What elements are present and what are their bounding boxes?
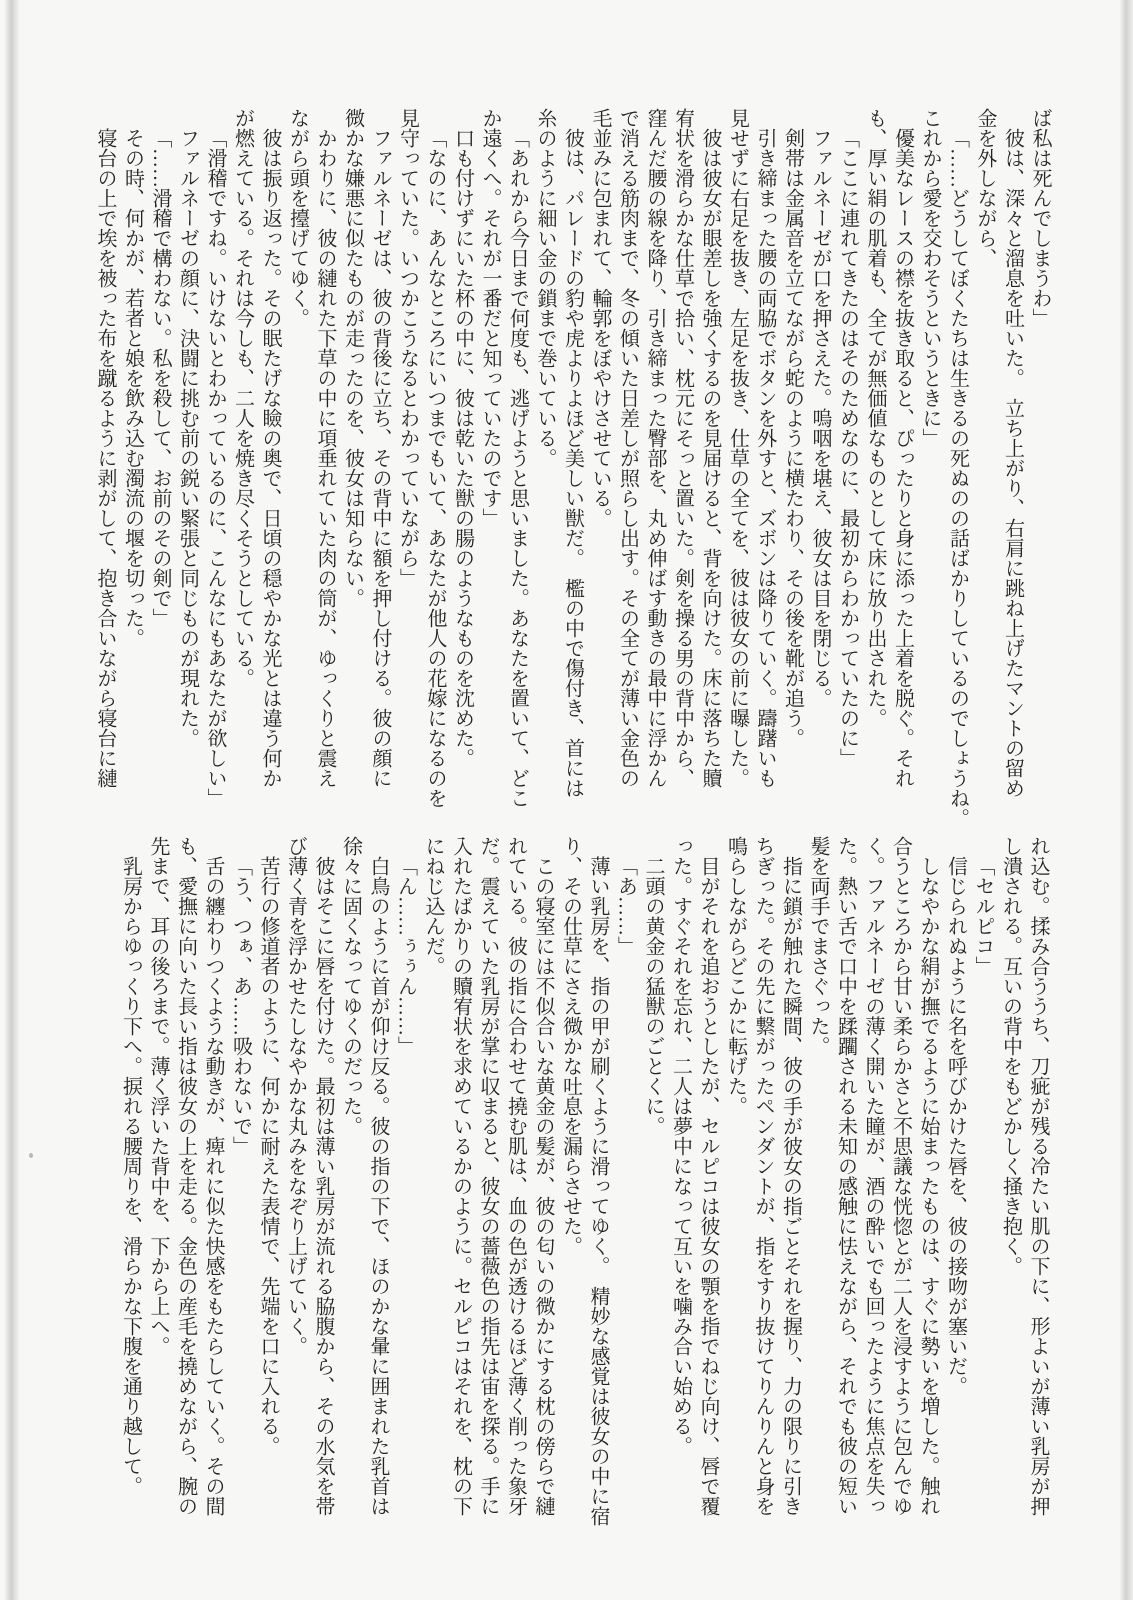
text-line: 「あれから今日まで何度も、逃げようと思いました。あなたを置いて、どこ [506, 128, 529, 808]
text-line: 微かな嫌悪に似たものが走ったのを、彼女は知らない。 [341, 108, 364, 608]
text-line: 「なのに、あんなところにいつまでもいて、あなたが他人の花嫁になるのを [424, 128, 446, 808]
text-line: 彼は彼女が眼差しを強くするのを見届けると、背を向けた。床に落ちた贖 [699, 128, 721, 788]
text-line: 「う、つぁ、あ……吸わないで」 [229, 856, 252, 1156]
text-line: 「……どうしてぼくたちは生きるの死ぬのの話ばかりしているのでしょうね。 [946, 128, 969, 828]
text-line: 金を外しながら、 [974, 108, 996, 268]
text-line: この寝室には不似合いな黄金の髪が、彼の匂いの微かにする枕の傍らで縺 [532, 856, 554, 1516]
text-line: 苦行の修道者のように、何かに耐えた表情で、先端を口に入れる。 [257, 856, 279, 1456]
text-line: 鳴らしながらどこかに転げた。 [724, 836, 747, 1116]
text-line: ファルネーゼが口を押さえた。嗚咽を堪え、彼女は目を閉じる。 [809, 128, 831, 708]
text-line: ファルネーゼは、彼の背後に立ち、その背中に額を押し付ける。彼の顔に [369, 128, 391, 788]
scan-speck [29, 1153, 33, 1158]
text-line: ながら頭を擡げてゆく。 [286, 108, 309, 328]
text-line: 二頭の黄金の猛獣のごとくに。 [642, 856, 664, 1136]
text-line: 彼は振り返った。その眠たげな瞼の奥で、日頃の穏やかな光とは違う何か [259, 128, 281, 788]
text-line: 「滑稽ですね。いけないとわかっているのに、こんなにもあなたが欲しい」 [204, 128, 226, 808]
text-line: 徐々に固くなってゆくのだった。 [339, 836, 362, 1136]
text-line: 口も付けずにいた杯の中に、彼は乾いた獣の腸のようなものを沈めた。 [451, 128, 474, 768]
text-line: 優美なレースの襟を抜き取ると、ぴったりと身に添った上着を脱ぐ。それ [891, 128, 914, 788]
text-block-top [91, 108, 1054, 828]
text-line: その時、何かが、若者と娘を飲み込む濁流の堰を切った。 [121, 128, 144, 648]
text-line: ちぎった。その先に繋がったペンダントが、指をすり抜けてりんりんと身を [752, 836, 774, 1516]
text-line: 寝台の上で埃を被った布を蹴るように剥がして、抱き合いながら寝台に縺 [94, 128, 116, 788]
text-line: 窪んだ腰の線を降り、引き締まった臀部を、丸め伸ばす動きの最中に浮かん [644, 108, 666, 788]
text-line: 薄い乳房を、指の甲が刷くように滑ってゆく。 精妙な感覚は彼女の中に宿 [587, 856, 609, 1526]
text-line: 彼はそこに唇を付けた。最初は薄い乳房が流れる脇腹から、その水気を帯 [312, 856, 334, 1516]
text-line: しなやかな絹が撫でるように始まったものは、すぐに勢いを増した。触れ [917, 856, 939, 1516]
text-line: 毛並みに包まれて、輪郭をぼやけさせている。 [589, 108, 611, 528]
text-line: れている。彼の指に合わせて撓む肌は、血の色が透けるほど薄く削った象牙 [504, 836, 527, 1516]
text-line: か遠くへ。それが一番だと知っていたのです」 [479, 108, 501, 528]
text-line: 宥状を滑らかな仕草で拾い、枕元にそっと置いた。剣を操る男の背中から、 [671, 108, 694, 788]
text-line: 舌の纏わりつくような動きが、痺れに似た快感をもたらしていく。その間 [202, 856, 224, 1516]
text-line: これから愛を交わそうというときに」 [919, 108, 941, 448]
text-line: ば私は死んでしまうわ」 [1029, 108, 1051, 328]
text-line: た。熱い舌で口中を蹂躙される未知の感触に怯えながら、それでも彼の短い [834, 836, 857, 1516]
text-line: った。すぐそれを忘れ、二人は夢中になって互いを噛み合い始める。 [669, 836, 692, 1456]
text-line: 「……滑稽で構わない。私を殺して、お前のその剣で」 [149, 128, 171, 628]
text-line: く。ファルネーゼの薄く開いた瞳が、酒の酔いでも回ったように焦点を失っ [862, 836, 884, 1516]
text-line: 信じられぬように名を呼びかけた唇を、彼の接吻が塞いだ。 [944, 856, 967, 1396]
text-line: 見守っていた。いつかこうなるとわかっていながら」 [396, 108, 419, 588]
text-line: 「ここに連れてきたのはそのためなのに、最初からわかっていたのに」 [836, 128, 859, 768]
text-line: が燃えている。それは今しも、二人を焼き尽くそうとしている。 [231, 108, 254, 688]
text-line: にねじ込んだ。 [422, 836, 444, 976]
text-line: り、その仕草にさえ微かな吐息を漏らさせた。 [559, 836, 582, 1256]
text-line: び薄く青を浮かせたしなやかな丸みをなぞり上げていく。 [284, 836, 307, 1356]
text-line: 指に鎖が触れた瞬間、彼の手が彼女の指ごとそれを握り、力の限りに引き [779, 856, 802, 1516]
text-line: 引き締まった腰の両脇でボタンを外すと、ズボンは降りていく。躊躇いも [754, 128, 776, 788]
text-line: し潰される。互いの背中をもどかしく掻き抱く。 [999, 836, 1022, 1276]
text-line: 「あ……」 [614, 856, 637, 956]
text-line: 先まで、耳の後ろまで。薄く浮いた背中を、下から上へ。 [147, 836, 169, 1356]
page-edge-shadow-left [5, 0, 19, 1600]
text-line: かわりに、彼の縺れた下草の中に項垂れていた肉の筒が、ゆっくりと震え [314, 128, 336, 788]
text-line: だ。震えていた乳房が掌に収まると、彼女の薔薇色の指先は宙を探る。手に [477, 836, 499, 1516]
text-line: で消える筋肉まで、冬の傾いた日差しが照らし出す。その全てが薄い金色の [616, 108, 639, 788]
text-line: 白鳥のように首が仰け反る。彼の指の下で、ほのかな暈に囲まれた乳首は [367, 856, 389, 1516]
text-line: 目がそれを追おうとしたが、セルピコは彼女の顎を指でねじ向け、唇で覆 [697, 856, 719, 1516]
page-edge-shadow-right [1120, 0, 1133, 1600]
text-line: も、愛撫に向いた長い指は彼女の上を走る。金色の産毛を撓めながら、腕の [174, 836, 197, 1516]
text-line: 髪を両手でまさぐった。 [807, 836, 829, 1056]
text-block-bottom [116, 836, 1051, 1536]
text-line: 「セルピコ」 [972, 856, 994, 976]
text-line: 入れたばかりの贖宥状を求めているかのように。セルピコはそれを、枕の下 [449, 836, 472, 1516]
text-line: ファルネーゼの顔に、決闘に挑む前の鋭い緊張と同じものが現れた。 [176, 128, 199, 748]
text-line: 彼は、深々と溜息を吐いた。 立ち上がり、右肩に跳ね上げたマントの留め [1001, 128, 1024, 798]
text-line: れ込む。揉み合ううち、刀疵が残る冷たい肌の下に、形よいが薄い乳房が押 [1027, 836, 1049, 1516]
text-line: 剣帯は金属音を立てながら蛇のように横たわり、その後を靴が追う。 [781, 128, 804, 748]
text-line: も、厚い絹の肌着も、全てが無価値なものとして床に放り出された。 [864, 108, 886, 728]
text-line: 彼は、パレードの豹や虎よりよほど美しい獣だ。 檻の中で傷付き、首には [561, 128, 584, 798]
text-line: 糸のように細い金の鎖まで巻いている。 [534, 108, 556, 468]
text-line: 合うところから甘い柔らかさと不思議な恍惚とが二人を浸すように包んでゆ [889, 836, 912, 1516]
text-line: 見せずに右足を抜き、左足を抜き、仕草の全てを、彼は彼女の前に曝した。 [726, 108, 749, 788]
text-line: 乳房からゆっくり下へ。捩れる腰周りを、滑らかな下腹を通り越して。 [119, 856, 142, 1496]
text-line: 「ん……ぅぅん……」 [394, 856, 417, 1056]
